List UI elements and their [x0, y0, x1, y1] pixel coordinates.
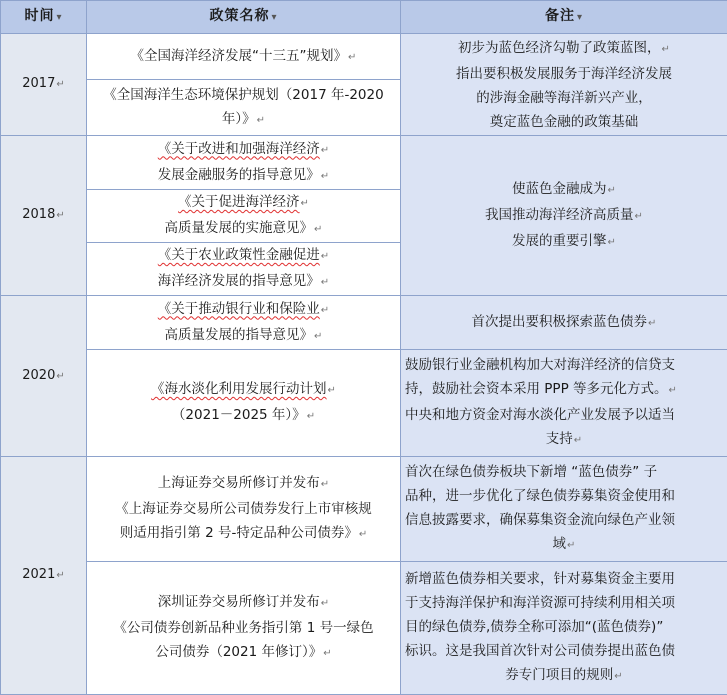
policy-name-line: 年）》↵ [87, 107, 400, 133]
policy-cell [87, 190, 401, 243]
note-line: 鼓励银行业金融机构加大对海洋经济的信贷支 [405, 353, 723, 377]
note-line: 的涉海金融等海洋新兴产业， [401, 86, 727, 110]
year-cell-2017: 2017↵ [1, 34, 87, 136]
note-line: 我国推动海洋经济高质量↵ [401, 203, 727, 229]
year-cell-2018: 2018↵ [1, 136, 87, 296]
policy-name-line: 高质量发展的实施意见》↵ [87, 216, 400, 242]
policy-cell [87, 562, 401, 695]
policy-name-line: 《关于推动银行业和保险业↵ [87, 297, 400, 323]
policy-name-line: 《关于改进和加强海洋经济↵ [87, 137, 400, 163]
paragraph-mark-icon: ↵ [321, 305, 329, 316]
table-row [1, 457, 727, 562]
paragraph-mark-icon: ↵ [635, 211, 643, 222]
policy-name-line: 深圳证券交易所修订并发布↵ [87, 590, 400, 616]
policy-name-line: 则适用指引第 2 号-特定品种公司债券》↵ [87, 521, 400, 547]
table-row [1, 296, 727, 350]
paragraph-mark-icon: ↵ [257, 115, 265, 126]
note-line: 持，鼓励社会资本采用 PPP 等多元化方式。↵ [405, 377, 723, 403]
note-line: 于支持海洋保护和海洋资源可持续利用相关项 [405, 591, 723, 615]
note-line: 首次提出要积极探索蓝色债券↵ [401, 310, 727, 336]
paragraph-mark-icon: ↵ [662, 44, 670, 55]
sort-arrow-icon: ▾ [271, 12, 277, 23]
paragraph-mark-icon: ↵ [321, 277, 329, 288]
policy-name-line: 《海水淡化利用发展行动计划↵ [87, 377, 400, 403]
policy-cell [87, 243, 401, 296]
policy-name-line: 《上海证券交易所公司债券发行上市审核规 [87, 497, 400, 521]
year-cell-2021: 2021↵ [1, 457, 87, 695]
note-cell [401, 296, 727, 350]
note-line: 品种，进一步优化了绿色债券募集资金使用和 [405, 484, 723, 508]
note-cell [401, 457, 727, 562]
policy-name-line: 《关于农业政策性金融促进↵ [87, 243, 400, 269]
note-cell [401, 34, 727, 136]
note-line: 信息披露要求，确保募集资金流向绿色产业领 [405, 508, 723, 532]
paragraph-mark-icon: ↵ [359, 529, 367, 540]
note-line: 新增蓝色债券相关要求，针对募集资金主要用 [405, 567, 723, 591]
paragraph-mark-icon: ↵ [307, 411, 315, 422]
paragraph-mark-icon: ↵ [321, 251, 329, 262]
paragraph-mark-icon: ↵ [614, 671, 622, 682]
policy-name-line: （2021－2025 年）》↵ [87, 403, 400, 429]
paragraph-mark-icon: ↵ [348, 52, 356, 63]
note-line: 首次在绿色债券板块下新增 “蓝色债券” 子 [405, 460, 723, 484]
note-line: 券专门项目的规则↵ [405, 663, 723, 689]
paragraph-mark-icon: ↵ [314, 331, 322, 342]
policy-name-line: 《全国海洋经济发展“十三五”规划》↵ [87, 44, 400, 70]
note-line: 目的绿色债券,债券全称可添加“(蓝色债券)” [405, 615, 723, 639]
policy-name-line: 海洋经济发展的指导意见》↵ [87, 269, 400, 295]
note-line: 中央和地方资金对海水淡化产业发展予以适当 [405, 403, 723, 427]
paragraph-mark-icon: ↵ [321, 598, 329, 609]
policy-name-line: 《全国海洋生态环境保护规划（2017 年-2020 [87, 83, 400, 107]
policy-name-line: 发展金融服务的指导意见》↵ [87, 163, 400, 189]
table-row [1, 350, 727, 457]
paragraph-mark-icon: ↵ [56, 210, 64, 221]
policy-cell [87, 80, 401, 136]
paragraph-mark-icon: ↵ [574, 435, 582, 446]
note-line: 指出要积极发展服务于海洋经济发展 [401, 62, 727, 86]
note-cell [401, 350, 727, 457]
paragraph-mark-icon: ↵ [608, 185, 616, 196]
paragraph-mark-icon: ↵ [567, 540, 575, 551]
header-policy-name: 政策名称 ▾ [87, 1, 401, 34]
paragraph-mark-icon: ↵ [323, 648, 331, 659]
note-line: 使蓝色金融成为↵ [401, 177, 727, 203]
policy-cell [87, 457, 401, 562]
paragraph-mark-icon: ↵ [56, 371, 64, 382]
header-note: 备注 ▾ [401, 1, 727, 34]
year-cell-2020: 2020↵ [1, 296, 87, 457]
paragraph-mark-icon: ↵ [56, 79, 64, 90]
policy-name-line: 上海证券交易所修订并发布↵ [87, 471, 400, 497]
paragraph-mark-icon: ↵ [321, 479, 329, 490]
note-line: 域↵ [405, 532, 723, 558]
policy-name-line: 《关于促进海洋经济↵ [87, 190, 400, 216]
paragraph-mark-icon: ↵ [321, 171, 329, 182]
sort-arrow-icon: ▾ [56, 12, 62, 23]
sort-arrow-icon: ▾ [577, 12, 583, 23]
table-row [1, 136, 727, 190]
paragraph-mark-icon: ↵ [314, 224, 322, 235]
table-row [1, 34, 727, 80]
paragraph-mark-icon: ↵ [648, 318, 656, 329]
paragraph-mark-icon: ↵ [608, 237, 616, 248]
paragraph-mark-icon: ↵ [669, 385, 677, 396]
paragraph-mark-icon: ↵ [56, 570, 64, 581]
paragraph-mark-icon: ↵ [328, 385, 336, 396]
note-cell [401, 562, 727, 695]
policy-cell [87, 136, 401, 190]
note-line: 初步为蓝色经济勾勒了政策蓝图，↵ [401, 36, 727, 62]
note-line: 支持↵ [405, 427, 723, 453]
header-time: 时间 ▾ [1, 1, 87, 34]
policy-cell [87, 34, 401, 80]
policy-name-line: 《公司债券创新品种业务指引第 1 号一绿色 [87, 616, 400, 640]
table-row [1, 562, 727, 695]
note-line: 奠定蓝色金融的政策基础 [401, 110, 727, 134]
note-cell [401, 136, 727, 296]
policy-cell [87, 350, 401, 457]
policy-cell [87, 296, 401, 350]
header-row [1, 1, 727, 34]
policy-name-line: 公司债券（2021 年修订）》↵ [87, 640, 400, 666]
note-line: 标识。这是我国首次针对公司债券提出蓝色债 [405, 639, 723, 663]
paragraph-mark-icon: ↵ [321, 145, 329, 156]
note-line: 发展的重要引擎↵ [401, 229, 727, 255]
policy-name-line: 高质量发展的指导意见》↵ [87, 323, 400, 349]
paragraph-mark-icon: ↵ [301, 198, 309, 209]
